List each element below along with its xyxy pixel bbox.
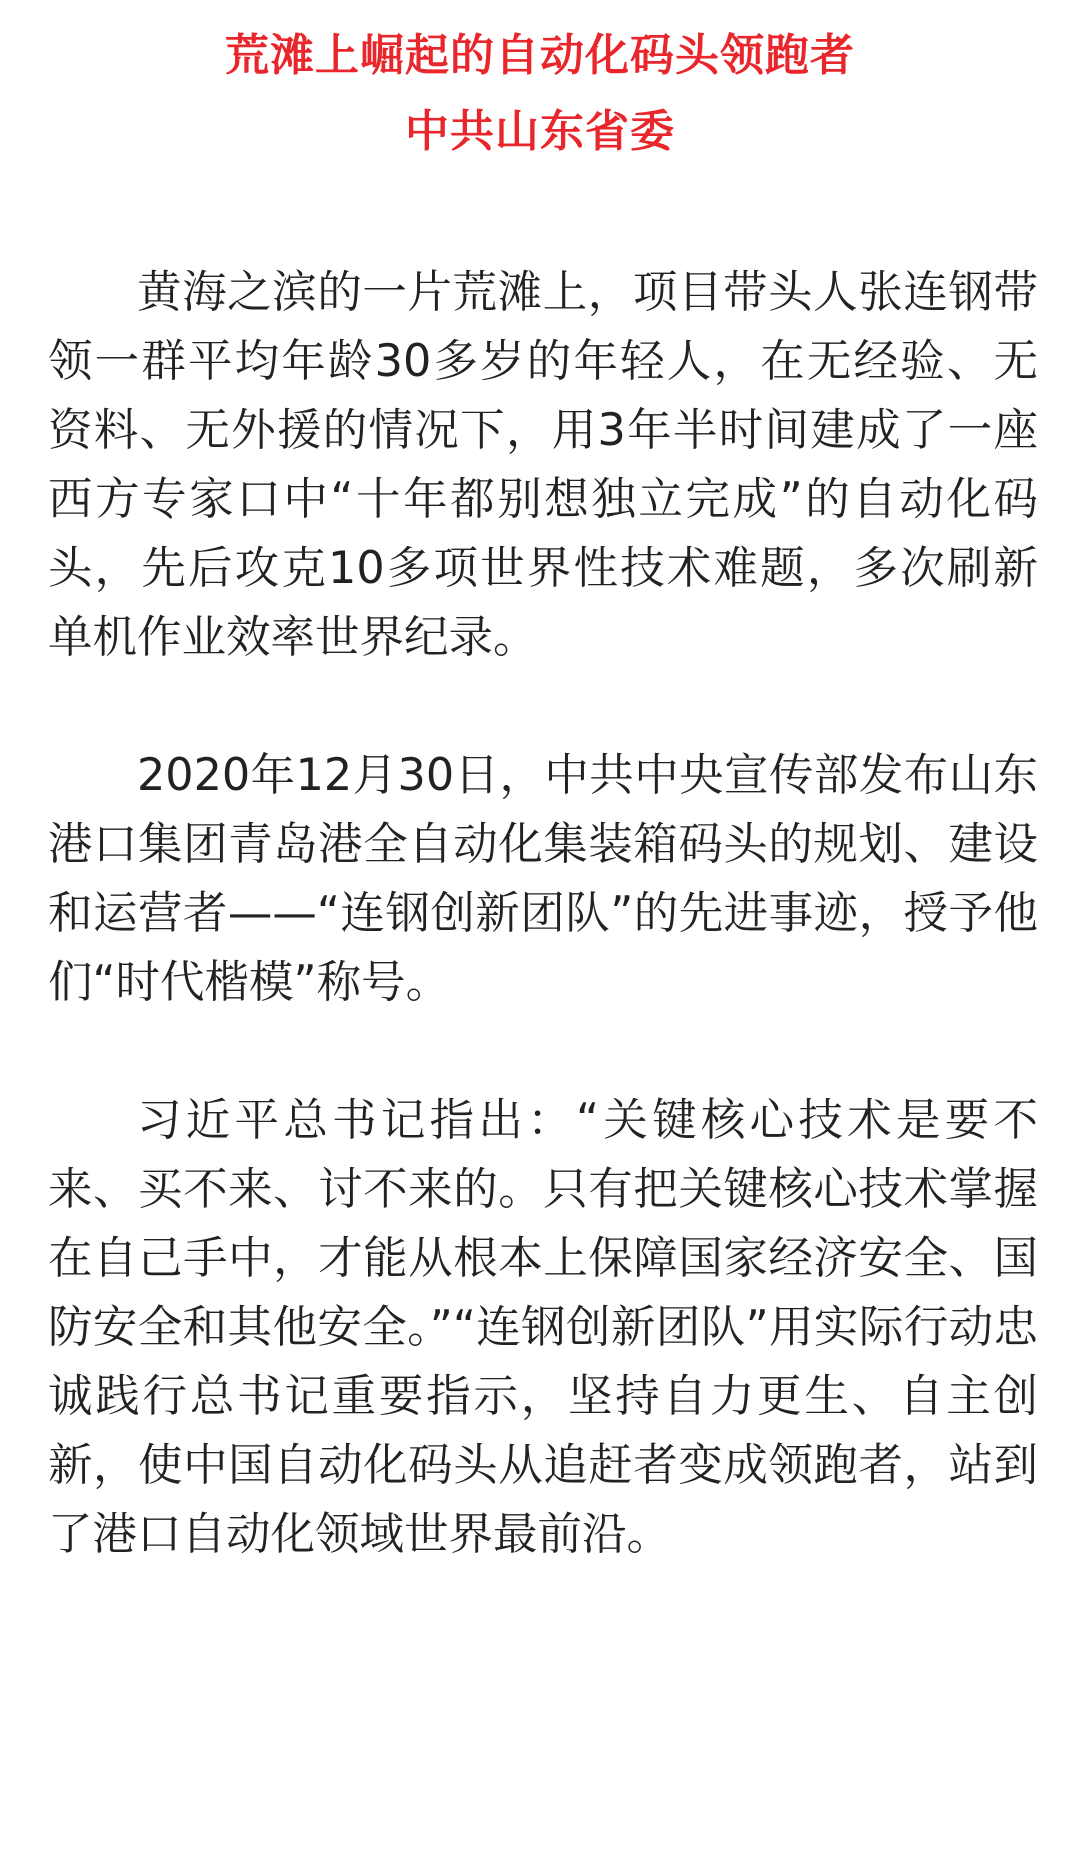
paragraph: 习近平总书记指出：“关键核心技术是要不来、买不来、讨不来的。只有把关键核心技术掌握在自己手中，才能从根本上保障国家经济安全、国防安全和其他安全。”“连钢创新团队”用实际行动忠诚践行总书记重要指示，坚持自力更生、自主创新，使中国自动化码头从追赶者变成领跑者，站到了港口自动化领域世界最前沿。	[48, 1095, 1038, 1560]
paragraph: 2020年12月30日，中共中央宣传部发布山东港口集团青岛港全自动化集装箱码头的规划、建设和运营者——“连钢创新团队”的先进事迹，授予他们“时代楷模”称号。	[48, 750, 1038, 1008]
article-title: 荒滩上崛起的自动化码头领跑者	[225, 30, 855, 81]
article-author: 中共山东省委	[405, 106, 675, 157]
paragraph: 黄海之滨的一片荒滩上，项目带头人张连钢带领一群平均年龄30多岁的年轻人，在无经验、无资料、无外援的情况下，用3年半时间建成了一座西方专家口中“十年都别想独立完成”的自动化码头，先后攻克10多项世界性技术难题，多次刷新单机作业效率世界纪录。	[48, 267, 1038, 663]
article-body	[48, 258, 1038, 1569]
article-header	[0, 18, 1080, 170]
